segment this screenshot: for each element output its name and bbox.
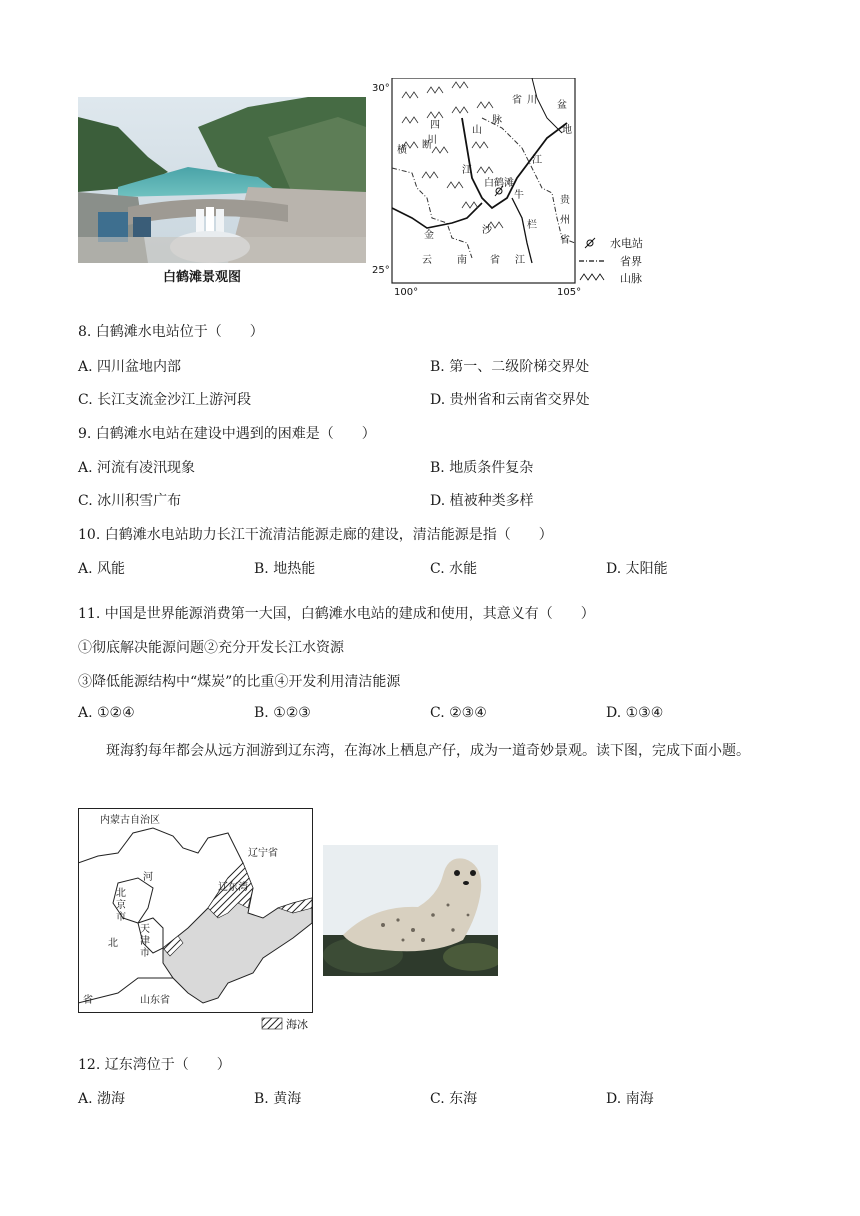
map-label-sheng3: 省 (490, 255, 500, 266)
lat-bottom-label: 25° (372, 265, 390, 276)
map-label-zhou: 州 (560, 215, 570, 226)
q9-option-a[interactable]: A. 河流有凌汛现象 (78, 460, 196, 476)
lat-top-label: 30° (372, 83, 390, 94)
question-11-stem: 11. 中国是世界能源消费第一大国，白鹤滩水电站的建成和使用，其意义有（ ） (78, 606, 595, 622)
map-label-duan: 断 (422, 140, 432, 151)
q8-option-c[interactable]: C. 长江支流金沙江上游河段 (78, 392, 252, 408)
question-10-stem: 10. 白鹤滩水电站助力长江干流清洁能源走廊的建设，清洁能源是指（ ） (78, 527, 553, 543)
q11-option-c[interactable]: C. ②③④ (430, 705, 487, 721)
q11-items-line-2: ③降低能源结构中“煤炭”的比重④开发利用清洁能源 (78, 674, 401, 690)
liaodong-bay-map (78, 808, 314, 1034)
q8-option-a[interactable]: A. 四川盆地内部 (78, 359, 182, 375)
q10-option-d[interactable]: D. 太阳能 (606, 561, 668, 577)
q11-option-d[interactable]: D. ①③④ (606, 705, 664, 721)
q8-option-b[interactable]: B. 第一、二级阶梯交界处 (430, 359, 590, 375)
map-label-heng: 横 (397, 145, 407, 156)
label-beijing-jing: 京 (116, 900, 126, 911)
question-12-stem: 12. 辽东湾位于（ ） (78, 1057, 231, 1073)
map-label-jin: 金 (424, 230, 434, 241)
lon-left-label: 100° (394, 287, 419, 298)
q12-option-d[interactable]: D. 南海 (606, 1091, 654, 1107)
q10-option-c[interactable]: C. 水能 (430, 561, 478, 577)
spotted-seal-photo (323, 845, 498, 976)
label-shandong: 山东省 (140, 995, 170, 1006)
map-label-si: 四 (430, 120, 440, 131)
q11-items-line-1: ①彻底解决能源问题②充分开发长江水资源 (78, 640, 344, 656)
baihetan-photo (78, 97, 366, 263)
legend-label-sea-ice: 海冰 (286, 1018, 308, 1031)
label-hebei-sheng: 省 (83, 995, 93, 1006)
map-label-chuan1: 川 (427, 135, 437, 146)
question-9-stem: 9. 白鹤滩水电站在建设中遇到的困难是（ ） (78, 426, 376, 442)
label-hebei-bei: 北 (108, 938, 118, 949)
map-label-sheng1: 省 (512, 95, 522, 106)
q9-option-d[interactable]: D. 植被种类多样 (430, 493, 534, 509)
q10-option-b[interactable]: B. 地热能 (254, 561, 316, 577)
lon-right-label: 105° (557, 287, 582, 298)
label-he: 河 (143, 872, 153, 883)
map-label-sha: 沙 (482, 225, 492, 236)
baihetan-location-map (372, 78, 662, 300)
q10-option-a[interactable]: A. 风能 (78, 561, 126, 577)
q12-option-a[interactable]: A. 渤海 (78, 1091, 126, 1107)
q11-option-a[interactable]: A. ①②④ (78, 705, 135, 721)
map-label-gui: 贵 (560, 195, 570, 206)
map-label-niu: 牛 (514, 190, 524, 201)
map-label-jiang2: 江 (532, 155, 542, 166)
sea-ice-hatch-icon (262, 1018, 282, 1029)
label-beijing-bei: 北 (116, 888, 126, 899)
label-inner-mongolia: 内蒙古自治区 (100, 815, 160, 826)
legend-label-mountain: 山脉 (620, 272, 642, 285)
map-label-jiang3: 江 (515, 255, 525, 266)
map-label-di: 地 (562, 125, 572, 136)
label-tianjin-shi: 市 (140, 948, 150, 959)
map-label-lan: 栏 (527, 220, 537, 231)
mountain-range-symbol (580, 274, 604, 280)
hydropower-station-icon (585, 238, 595, 248)
map-label-mai: 脉 (492, 115, 502, 126)
map-label-baihetan: 白鹤滩 (484, 178, 514, 189)
seal-intro-paragraph: 斑海豹每年都会从远方洄游到辽东湾，在海冰上栖息产仔，成为一道奇妙景观。读下图，完成下面小题。 (106, 743, 750, 759)
q8-option-d[interactable]: D. 贵州省和云南省交界处 (430, 392, 590, 408)
map-label-yun: 云 (422, 255, 432, 266)
label-liaoning: 辽宁省 (248, 848, 278, 859)
label-beijing-shi: 市 (116, 912, 126, 923)
label-tianjin-tian: 天 (140, 924, 150, 935)
photo-caption: 白鹤滩景观图 (163, 270, 242, 285)
q12-option-c[interactable]: C. 东海 (430, 1091, 478, 1107)
q11-option-b[interactable]: B. ①②③ (254, 705, 311, 721)
map-label-chuan2: 川 (527, 95, 537, 106)
map-label-jiang1: 江 (462, 165, 472, 176)
map-label-shan: 山 (472, 125, 482, 136)
map-legend (579, 236, 643, 285)
q9-option-b[interactable]: B. 地质条件复杂 (430, 460, 534, 476)
legend-label-boundary: 省界 (620, 255, 642, 268)
map-label-sheng2: 省 (560, 235, 570, 246)
question-8-stem: 8. 白鹤滩水电站位于（ ） (78, 324, 264, 340)
label-liaodong-bay: 辽东湾 (218, 882, 248, 893)
label-tianjin-jin: 津 (140, 936, 150, 947)
map-label-pen: 盆 (557, 100, 567, 111)
legend-label-station: 水电站 (610, 237, 643, 250)
q9-option-c[interactable]: C. 冰川积雪广布 (78, 493, 182, 509)
map-label-nan: 南 (457, 255, 467, 266)
q12-option-b[interactable]: B. 黄海 (254, 1091, 302, 1107)
